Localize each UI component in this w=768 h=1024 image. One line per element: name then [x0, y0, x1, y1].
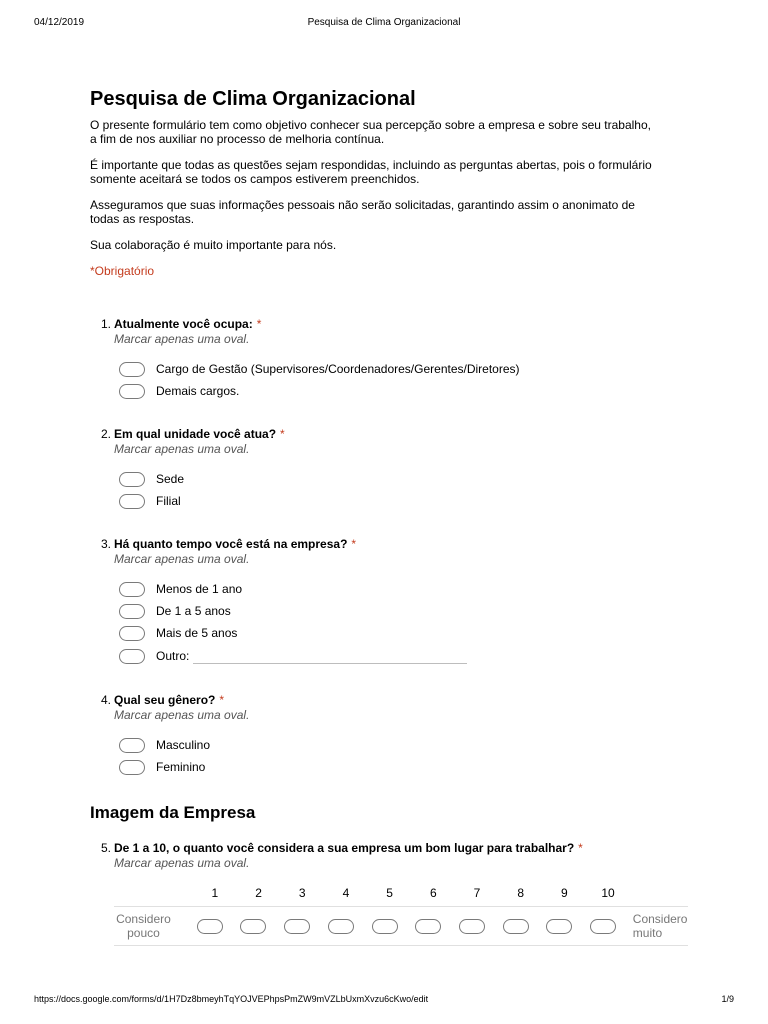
radio-oval[interactable]: [119, 362, 145, 377]
question-hint: Marcar apenas uma oval.: [114, 332, 250, 346]
scale-oval-4[interactable]: [328, 919, 354, 934]
radio-oval[interactable]: [119, 582, 145, 597]
scale-oval-9[interactable]: [546, 919, 572, 934]
scale-number: 3: [298, 886, 306, 900]
page-number: 1/9: [721, 994, 734, 1004]
form-content: [90, 86, 688, 971]
scale-oval-6[interactable]: [415, 919, 441, 934]
option-row[interactable]: [119, 600, 660, 622]
linear-scale: [114, 882, 688, 946]
scale-oval-8[interactable]: [503, 919, 529, 934]
option-row[interactable]: [119, 756, 660, 778]
scale-oval-10[interactable]: [590, 919, 616, 934]
option-label: Sede: [156, 472, 185, 486]
scale-number: 10: [601, 886, 615, 900]
scale-number: 1: [211, 886, 219, 900]
option-label: Filial: [156, 494, 181, 508]
scale-number: 9: [561, 886, 568, 900]
option-label: Demais cargos.: [156, 384, 240, 398]
question-text: Atualmente você ocupa:: [114, 317, 253, 331]
question-hint: Marcar apenas uma oval.: [114, 442, 250, 456]
radio-oval[interactable]: [119, 738, 145, 753]
option-row[interactable]: [119, 734, 660, 756]
question-text: Em qual unidade você atua?: [114, 427, 277, 441]
scale-oval-5[interactable]: [372, 919, 398, 934]
option-row[interactable]: [119, 578, 660, 600]
question-number: 5.: [101, 841, 112, 855]
question-number: 4.: [101, 693, 112, 707]
option-row[interactable]: [119, 622, 660, 644]
description-paragraph: Sua colaboração é muito importante para nós.: [90, 238, 337, 252]
radio-oval[interactable]: [119, 649, 145, 664]
question-2: [90, 427, 660, 512]
option-label: De 1 a 5 anos: [156, 604, 231, 618]
radio-oval[interactable]: [119, 604, 145, 619]
scale-min-label-line: Considero: [116, 912, 171, 926]
question-3: [90, 537, 660, 668]
print-date: 04/12/2019: [34, 17, 85, 28]
question-number: 2.: [101, 427, 112, 441]
required-mark: *: [578, 841, 583, 855]
description-paragraph: Asseguramos que suas informações pessoais não serão solicitadas, garantindo assim o anonimato de todas as respostas.: [90, 198, 635, 226]
question-hint: Marcar apenas uma oval.: [114, 856, 250, 870]
option-row[interactable]: [119, 490, 660, 512]
required-mark: *: [219, 693, 225, 707]
option-label: Outro:: [156, 649, 190, 663]
option-row[interactable]: [119, 468, 660, 490]
scale-number: 2: [255, 886, 262, 900]
required-note: *Obrigatório: [90, 264, 155, 278]
option-label: Cargo de Gestão (Supervisores/Coordenadores/Gerentes/Diretores): [156, 362, 520, 376]
scale-min-label-line: pouco: [127, 926, 160, 940]
print-url: https://docs.google.com/forms/d/1H7Dz8bmeyhTqYOJVEPhpsPmZW9mVZLbUxmXvzu6cKwo/edit: [34, 994, 429, 1004]
scale-number: 8: [517, 886, 524, 900]
radio-oval[interactable]: [119, 472, 145, 487]
question-text: Qual seu gênero?: [114, 693, 216, 707]
option-row[interactable]: [119, 380, 660, 402]
option-label: Masculino: [156, 738, 211, 752]
scale-oval-7[interactable]: [459, 919, 485, 934]
question-hint: Marcar apenas uma oval.: [114, 552, 250, 566]
section-title: Imagem da Empresa: [90, 803, 256, 822]
scale-numbers: [114, 882, 688, 904]
scale-number: 7: [473, 886, 481, 900]
print-title: Pesquisa de Clima Organizacional: [307, 17, 461, 28]
option-label: Mais de 5 anos: [156, 626, 238, 640]
scale-number: 6: [429, 886, 437, 900]
question-5: [90, 841, 688, 946]
radio-oval[interactable]: [119, 494, 145, 509]
scale-oval-2[interactable]: [240, 919, 266, 934]
radio-oval[interactable]: [119, 384, 145, 399]
print-footer: [34, 994, 734, 1008]
required-mark: *: [280, 427, 285, 441]
question-text: Há quanto tempo você está na empresa?: [114, 537, 348, 551]
question-number: 3.: [101, 537, 112, 551]
option-label: Feminino: [156, 760, 206, 774]
option-row-other[interactable]: [119, 644, 660, 668]
scale-number: 5: [386, 886, 393, 900]
form-description: [90, 118, 660, 252]
scale-row: [114, 906, 688, 946]
scale-max-label-line: muito: [632, 926, 663, 940]
description-paragraph: É importante que todas as questões sejam respondidas, incluindo as perguntas abertas, pois o formulário somente aceitará se todos os campos estiverem preenchidos.: [90, 158, 652, 186]
radio-oval[interactable]: [119, 626, 145, 641]
print-header: [34, 17, 734, 31]
description-paragraph: O presente formulário tem como objetivo conhecer sua percepção sobre a empresa e sobre seu trabalho, a fim de nos auxiliar no processo de melhoria contínua.: [90, 118, 651, 146]
question-hint: Marcar apenas uma oval.: [114, 708, 250, 722]
form-title: Pesquisa de Clima Organizacional: [90, 88, 416, 110]
question-text: De 1 a 10, o quanto você considera a sua empresa um bom lugar para trabalhar?: [114, 841, 575, 855]
other-text-field[interactable]: [193, 649, 467, 664]
scale-min-label: [114, 912, 173, 940]
scale-max-label: [633, 912, 688, 940]
required-mark: *: [256, 317, 262, 331]
radio-oval[interactable]: [119, 760, 145, 775]
question-number: 1.: [101, 317, 112, 331]
option-label: Menos de 1 ano: [156, 582, 243, 596]
option-row[interactable]: [119, 358, 660, 380]
scale-oval-1[interactable]: [197, 919, 223, 934]
question-1: [90, 317, 660, 402]
scale-oval-3[interactable]: [284, 919, 310, 934]
scale-number: 4: [342, 886, 350, 900]
question-4: [90, 693, 660, 778]
scale-ovals: [188, 919, 625, 934]
scale-max-label-line: Considero: [632, 912, 688, 926]
required-mark: *: [351, 537, 357, 551]
